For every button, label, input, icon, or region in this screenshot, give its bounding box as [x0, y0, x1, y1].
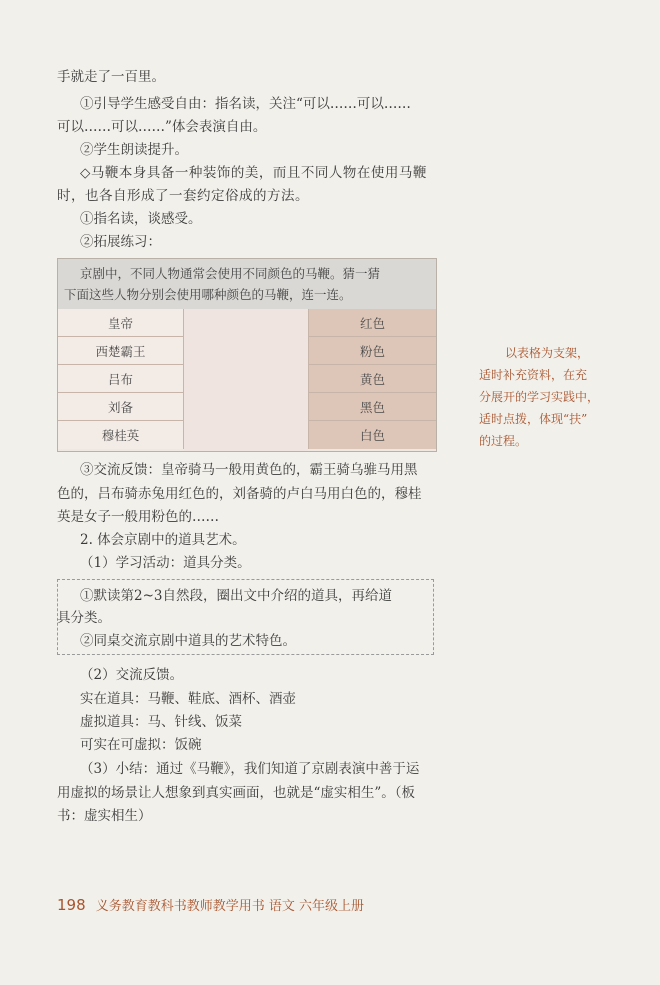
- body-line: 色的，吕布骑赤兔用红色的，刘备骑的卢白马用白色的，穆桂: [57, 486, 422, 502]
- color-cell[interactable]: 白色: [308, 421, 436, 449]
- activity-line: ②同桌交流京剧中道具的艺术特色。: [80, 633, 296, 649]
- matching-intro: [58, 259, 436, 310]
- section-heading: 2. 体会京剧中的道具艺术。: [80, 532, 246, 548]
- margin-note-line: 适时补充资料，在充: [479, 368, 588, 382]
- matching-gap: [184, 309, 308, 451]
- body-line: ①引导学生感受自由：指名读，关注“可以……可以……: [80, 96, 411, 112]
- body-line: 虚拟道具：马、针线、饭菜: [80, 714, 242, 730]
- body-line: 实在道具：马鞭、鞋底、酒杯、酒壶: [80, 691, 296, 707]
- person-cell[interactable]: 刘备: [58, 393, 184, 421]
- body-line: 可实在可虚拟：饭碗: [80, 737, 202, 753]
- body-line: ②拓展练习：: [80, 234, 161, 250]
- people-column: [58, 309, 184, 449]
- body-line: （2）交流反馈。: [80, 667, 184, 683]
- quote-line: 时，也各自形成了一套约定俗成的方法。: [57, 188, 309, 204]
- body-line: 手就走了一百里。: [57, 69, 165, 85]
- body-line: （1）学习活动：道具分类。: [80, 555, 251, 571]
- colors-column: [308, 309, 436, 449]
- person-cell[interactable]: 穆桂英: [58, 421, 184, 449]
- body-line: 书：虚实相生）: [57, 808, 152, 824]
- matching-exercise: [57, 258, 437, 452]
- person-cell[interactable]: 西楚霸王: [58, 337, 184, 365]
- color-cell[interactable]: 粉色: [308, 337, 436, 365]
- body-line: ②学生朗读提升。: [80, 142, 188, 158]
- margin-note-line: 适时点拨，体现“扶”: [479, 412, 588, 426]
- body-line: ①指名读，谈感受。: [80, 211, 202, 227]
- color-cell[interactable]: 黑色: [308, 393, 436, 421]
- matching-intro-line: 下面这些人物分别会使用哪种颜色的马鞭，连一连。: [64, 287, 352, 302]
- color-cell[interactable]: 黄色: [308, 365, 436, 393]
- person-cell[interactable]: 皇帝: [58, 309, 184, 337]
- margin-note-line: 以表格为支架，: [505, 346, 590, 360]
- book-title: 义务教育教科书教师教学用书 语文 六年级上册: [95, 899, 365, 914]
- quote-line: ◇马鞭本身具备一种装饰的美，而且不同人物在使用马鞭: [80, 165, 427, 181]
- color-cell[interactable]: 红色: [308, 309, 436, 337]
- matching-intro-line: 京剧中，不同人物通常会使用不同颜色的马鞭。猜一猜: [80, 266, 381, 281]
- margin-note-line: 的过程。: [479, 434, 528, 448]
- page-number: 198: [57, 896, 86, 914]
- page-footer: [57, 895, 364, 914]
- body-line: 用虚拟的场景让人想象到真实画面，也就是“虚实相生”。（板: [57, 785, 416, 801]
- person-cell[interactable]: 吕布: [58, 365, 184, 393]
- body-line: ③交流反馈：皇帝骑马一般用黄色的，霸王骑乌骓马用黑: [80, 462, 418, 478]
- activity-line: ①默读第2~3自然段，圈出文中介绍的道具，再给道: [80, 588, 392, 604]
- body-line: 可以……可以……”体会表演自由。: [57, 119, 267, 135]
- body-line: 英是女子一般用粉色的……: [57, 509, 219, 525]
- body-line: （3）小结：通过《马鞭》，我们知道了京剧表演中善于运: [80, 761, 420, 777]
- activity-line: 具分类。: [57, 610, 111, 626]
- margin-note-line: 分展开的学习实践中，: [479, 390, 600, 404]
